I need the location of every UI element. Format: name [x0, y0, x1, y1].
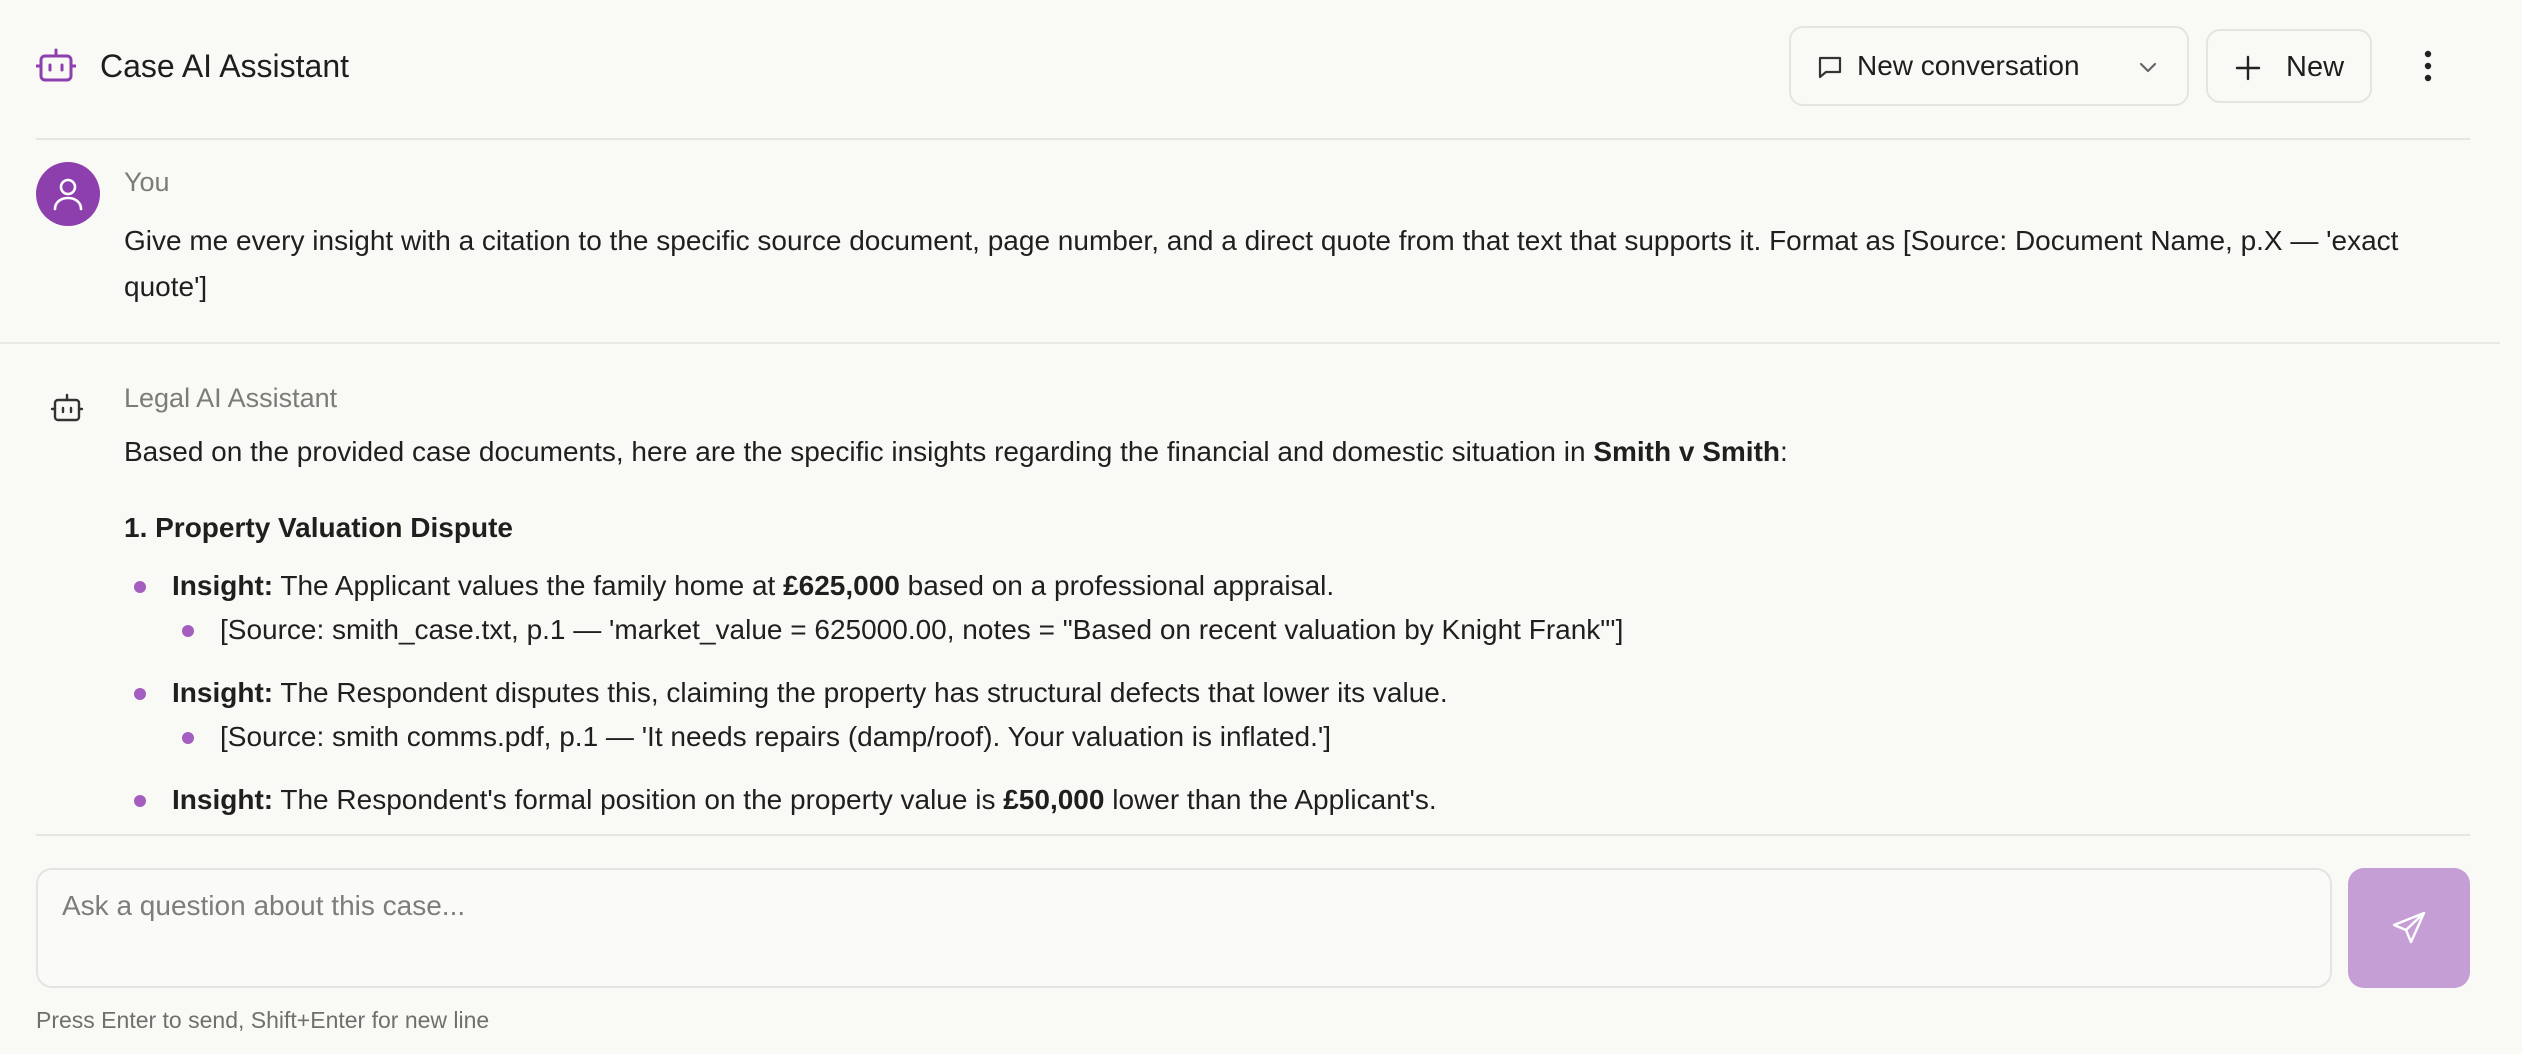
app-title: Case AI Assistant	[100, 48, 350, 84]
insight-amount: £625,000	[783, 570, 900, 601]
header-bar	[0, 0, 2522, 138]
user-message-text: Give me every insight with a citation to the specific source document, page number, and a direct quote from that text that supports it. Format as [Source: Document Name, p.X — 'exact quote']	[124, 225, 2399, 302]
send-icon	[2391, 910, 2427, 946]
insight-label: Insight:	[172, 677, 274, 708]
conversation-select[interactable]	[1789, 26, 2189, 106]
intro-case-name: Smith v Smith	[1593, 436, 1781, 467]
list-item-source	[220, 717, 1331, 757]
conversation-select-label: New conversation	[1857, 50, 2080, 81]
composer-divider	[36, 834, 2470, 836]
insight-label: Insight:	[172, 570, 274, 601]
question-input[interactable]	[36, 868, 2332, 988]
bot-icon	[50, 392, 84, 426]
bullet-dot	[134, 581, 146, 593]
intro-suffix: :	[1780, 436, 1788, 467]
bullet-dot	[182, 625, 194, 637]
insight-amount: £50,000	[1003, 784, 1105, 815]
send-button[interactable]	[2348, 868, 2470, 988]
more-vertical-icon[interactable]	[2408, 42, 2448, 90]
plus-icon	[2234, 54, 2262, 82]
new-conversation-button[interactable]	[2206, 29, 2372, 103]
insight-text: The Respondent disputes this, claiming the property has structural defects that lower its value.	[273, 677, 1448, 708]
insight-text-post: based on a professional appraisal.	[899, 570, 1335, 601]
bullet-dot	[134, 795, 146, 807]
user-message	[0, 140, 2500, 344]
list-item	[172, 566, 1334, 606]
user-sender-name: You	[124, 167, 170, 197]
user-icon	[52, 177, 84, 211]
section-heading: 1. Property Valuation Dispute	[124, 512, 513, 543]
assistant-message	[0, 344, 2500, 834]
source-citation: [Source: smith_case.txt, p.1 — 'market_value = 625000.00, notes = "Based on recent valuation by Knight Frank"']	[220, 614, 1624, 645]
chevron-down-icon	[2135, 54, 2161, 80]
assistant-intro	[124, 432, 1788, 472]
bullet-dot	[182, 732, 194, 744]
list-item	[172, 673, 1448, 713]
assistant-sender-name: Legal AI Assistant	[124, 383, 338, 413]
composer-hint: Press Enter to send, Shift+Enter for new line	[36, 1007, 490, 1033]
insight-text-pre: The Respondent's formal position on the property value is	[273, 784, 1004, 815]
new-button-label: New	[2286, 51, 2345, 83]
insight-text-pre: The Applicant values the family home at	[273, 570, 784, 601]
bullet-dot	[134, 688, 146, 700]
avatar	[36, 162, 100, 226]
list-item-source	[220, 610, 1623, 650]
message-square-icon	[1817, 54, 1843, 80]
intro-prefix: Based on the provided case documents, here are the specific insights regarding the financial and domestic situation in	[124, 436, 1594, 467]
robot-icon	[36, 46, 76, 86]
source-citation: [Source: smith comms.pdf, p.1 — 'It needs repairs (damp/roof). Your valuation is inflated.']	[220, 721, 1331, 752]
insight-text-post: lower than the Applicant's.	[1104, 784, 1437, 815]
insight-label: Insight:	[172, 784, 274, 815]
list-item	[172, 780, 1437, 820]
